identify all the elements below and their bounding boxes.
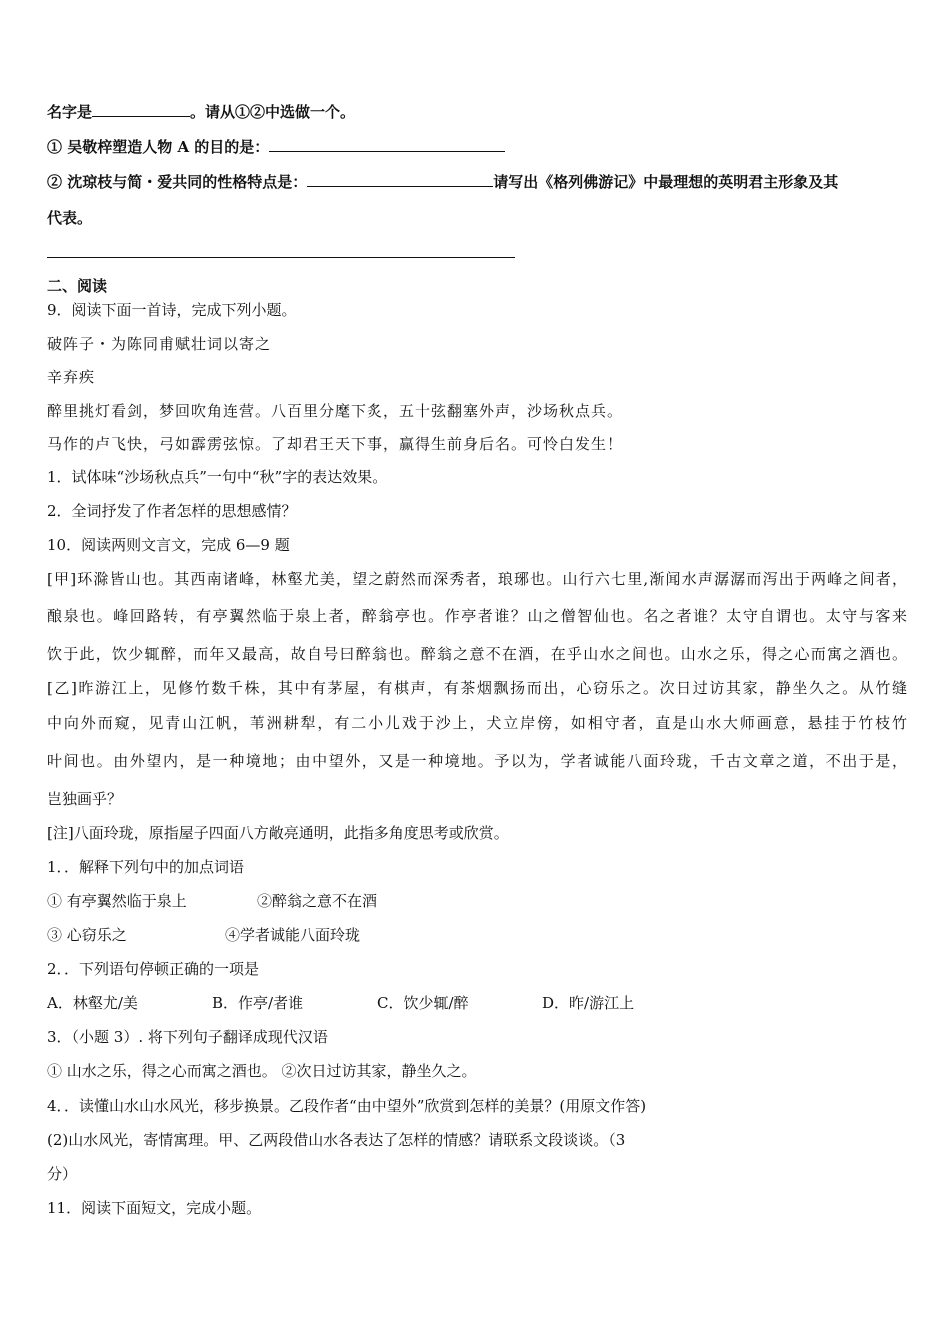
answer-rule[interactable] [47,257,515,258]
passage-yi-line: 叶间也。由外望内，是一种境地；由中望外，又是一种境地。予以为，学者诚能八面玲珑，千古文章之道，不出于是， [47,752,907,770]
item: ④学者诚能八面玲珑 [225,926,361,944]
answer-blank[interactable] [92,102,190,117]
poem-line: 醉里挑灯看剑，梦回吹角连营。八百里分麾下炙，五十弦翻塞外声，沙场秋点兵。 [47,402,624,420]
item: ②醉翁之意不在酒 [257,892,378,910]
q10-sub1-items-row1 [47,891,377,911]
q10-sub4: 4．．读懂山水山水风光，移步换景。乙段作者“由中望外”欣赏到怎样的美景？(用原文作答) [47,1097,647,1115]
poem-line: 马作的卢飞快，弓如霹雳弦惊。了却君王天下事，赢得生前身后名。可怜白发生！ [47,435,624,453]
q10-sub4-part2-end: 分） [47,1165,78,1183]
q10-sub1-items-row2 [47,925,360,945]
q10-sub1: 1．．解释下列句中的加点词语 [47,858,245,876]
fill-line-option1 [47,137,505,157]
q10-sub4-part2: (2)山水风光，寄情寓理。甲、乙两段借山水各表达了怎样的情感？请联系文段谈谈。（3 [47,1131,626,1149]
fill-line-option2 [47,172,838,192]
option-a[interactable]: A．林壑尤/美 [47,994,138,1012]
passage-jia-line: [甲]环滁皆山也。其西南诸峰，林壑尤美，望之蔚然而深秀者，琅琊也。山行六七里,渐闻水声潺潺而泻出于两峰之间者， [47,570,907,588]
passage-yi-line: [乙]昨游江上，见修竹数千株，其中有茅屋，有棋声，有茶烟飘扬而出，心窃乐之。次日过访其家，静坐久之。从竹缝 [47,679,907,697]
passage-jia-line: 饮于此，饮少辄醉，而年又最高，故自号曰醉翁也。醉翁之意不在酒，在乎山水之间也。山水之乐，得之心而寓之酒也。 [47,645,907,663]
q10-sub3-sentences: ① 山水之乐，得之心而寓之酒也。 ②次日过访其家，静坐久之。 [47,1062,477,1080]
q9-sub1: 1．试体味“沙场秋点兵”一句中“秋”字的表达效果。 [47,468,388,486]
q11-prompt: 11．阅读下面短文，完成小题。 [47,1199,262,1217]
option-c[interactable]: C．饮少辄/醉 [377,994,469,1012]
q10-sub2-options [47,993,634,1013]
text: 名字是 [47,103,93,121]
poem-author: 辛弃疾 [47,368,96,386]
answer-blank[interactable] [269,137,505,152]
q10-prompt: 10．阅读两则文言文，完成 6—9 题 [47,536,290,554]
option-d[interactable]: D．昨/游江上 [542,994,635,1012]
q10-sub2: 2．．下列语句停顿正确的一项是 [47,960,260,978]
text: 。请从①②中选做一个。 [190,103,356,121]
text: ② 沈琼枝与简・爱共同的性格特点是： [47,173,308,191]
passage-jia-line: 酿泉也。峰回路转，有亭翼然临于泉上者，醉翁亭也。作亭者谁？山之僧智仙也。名之者谁？太守自谓也。太守与客来 [47,607,907,625]
passage-yi-line: 岂独画乎？ [47,790,123,808]
q9-prompt: 9．阅读下面一首诗，完成下列小题。 [47,301,297,319]
q10-sub3: 3．（小题 3）. 将下列句子翻译成现代汉语 [47,1028,328,1046]
item: ① 有亭翼然临于泉上 [47,892,187,910]
answer-blank[interactable] [307,172,493,187]
q9-sub2: 2．全词抒发了作者怎样的思想感情？ [47,502,297,520]
text: 请写出《格列佛游记》中最理想的英明君主形象及其 [493,173,839,191]
passage-note: [注]八面玲珑，原指屋子四面八方敞亮通明，此指多角度思考或欣赏。 [47,824,509,842]
fill-line-name [47,102,355,122]
fill-line-continue: 代表。 [47,209,93,227]
text: ① 吴敬梓塑造人物 A 的目的是： [47,138,270,156]
section-heading: 二、阅读 [47,277,108,295]
item: ③ 心窃乐之 [47,926,127,944]
passage-yi-line: 中向外而窥，见青山江帆，苇洲耕犁，有二小儿戏于沙上，犬立岸傍，如相守者，直是山水大师画意，悬挂于竹枝竹 [47,714,907,732]
option-b[interactable]: B．作亭/者谁 [212,994,304,1012]
poem-title: 破阵子・为陈同甫赋壮词以寄之 [47,335,272,353]
